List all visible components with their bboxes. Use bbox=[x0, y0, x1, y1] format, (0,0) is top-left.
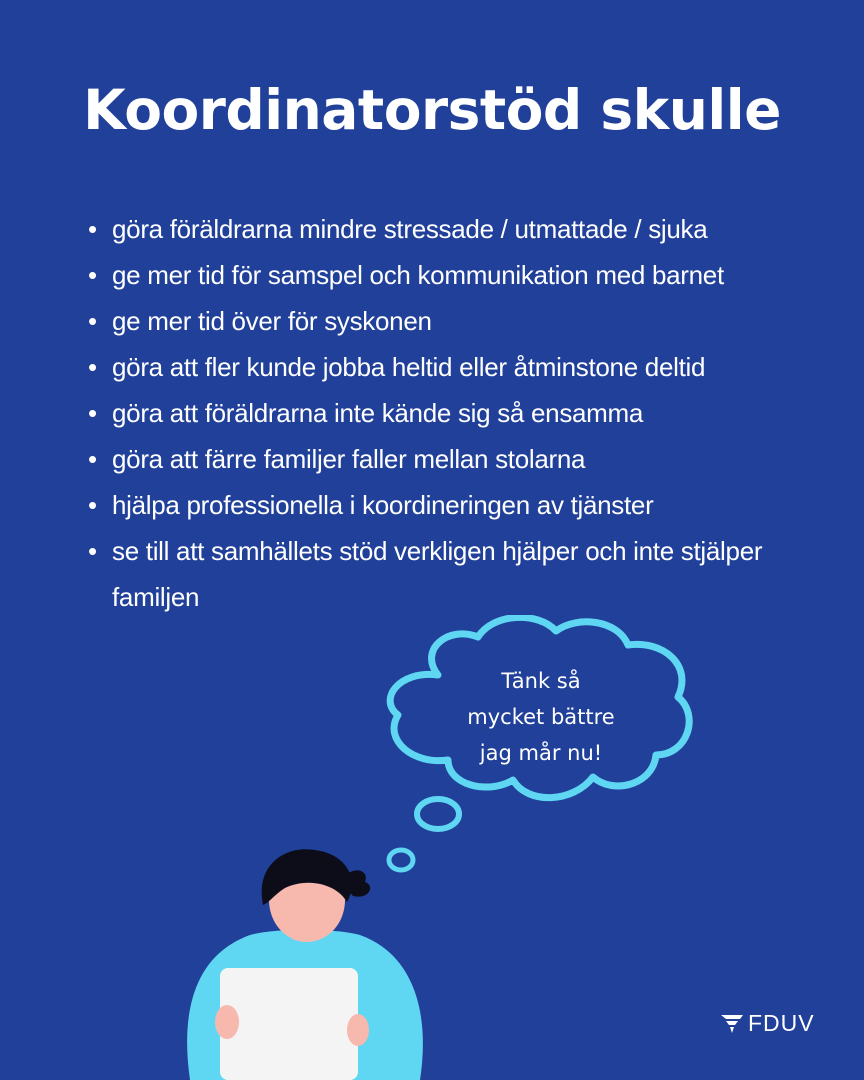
thought-line: Tänk så bbox=[501, 669, 581, 693]
bullet-dot: • bbox=[88, 260, 97, 290]
bullet-dot: • bbox=[88, 490, 97, 520]
list-item-text: göra att fler kunde jobba heltid eller åtminstone deltid bbox=[112, 352, 706, 382]
list-item-text: göra föräldrarna mindre stressade / utmattade / sjuka bbox=[112, 214, 708, 244]
thought-line: mycket bättre bbox=[467, 705, 615, 729]
bullet-dot: • bbox=[88, 398, 97, 428]
thought-cloud bbox=[378, 615, 708, 815]
list-item bbox=[88, 344, 808, 390]
bullet-dot: • bbox=[88, 306, 97, 336]
list-item bbox=[88, 206, 808, 252]
list-item bbox=[88, 528, 808, 620]
bullet-dot: • bbox=[88, 214, 97, 244]
list-item-text: ge mer tid över för syskonen bbox=[112, 306, 432, 336]
list-item bbox=[88, 482, 808, 528]
bullet-list bbox=[88, 206, 808, 620]
bullet-dot: • bbox=[88, 536, 97, 566]
bullet-dot: • bbox=[88, 352, 97, 382]
thought-line: jag mår nu! bbox=[479, 741, 603, 765]
list-item bbox=[88, 252, 808, 298]
list-item bbox=[88, 298, 808, 344]
list-item-text: hjälpa professionella i koordineringen av tjänster bbox=[112, 490, 654, 520]
person-illustration-icon bbox=[175, 840, 435, 1080]
list-item-text: ge mer tid för samspel och kommunikation med barnet bbox=[112, 260, 724, 290]
list-item bbox=[88, 436, 808, 482]
list-item-text: se till att samhällets stöd verkligen hjälper och inte stjälper familjen bbox=[112, 536, 763, 612]
bullet-dot: • bbox=[88, 444, 97, 474]
list-item bbox=[88, 390, 808, 436]
logo-text: FDUV bbox=[748, 1009, 815, 1036]
thought-bubble-large-icon bbox=[412, 794, 464, 834]
fduv-logo-mark-icon bbox=[720, 1011, 744, 1035]
page-title: Koordinatorstöd skulle bbox=[83, 78, 781, 142]
thought-text bbox=[438, 663, 644, 771]
list-item-text: göra att färre familjer faller mellan stolarna bbox=[112, 444, 586, 474]
list-item-text: göra att föräldrarna inte kände sig så ensamma bbox=[112, 398, 644, 428]
fduv-logo bbox=[720, 1006, 815, 1040]
